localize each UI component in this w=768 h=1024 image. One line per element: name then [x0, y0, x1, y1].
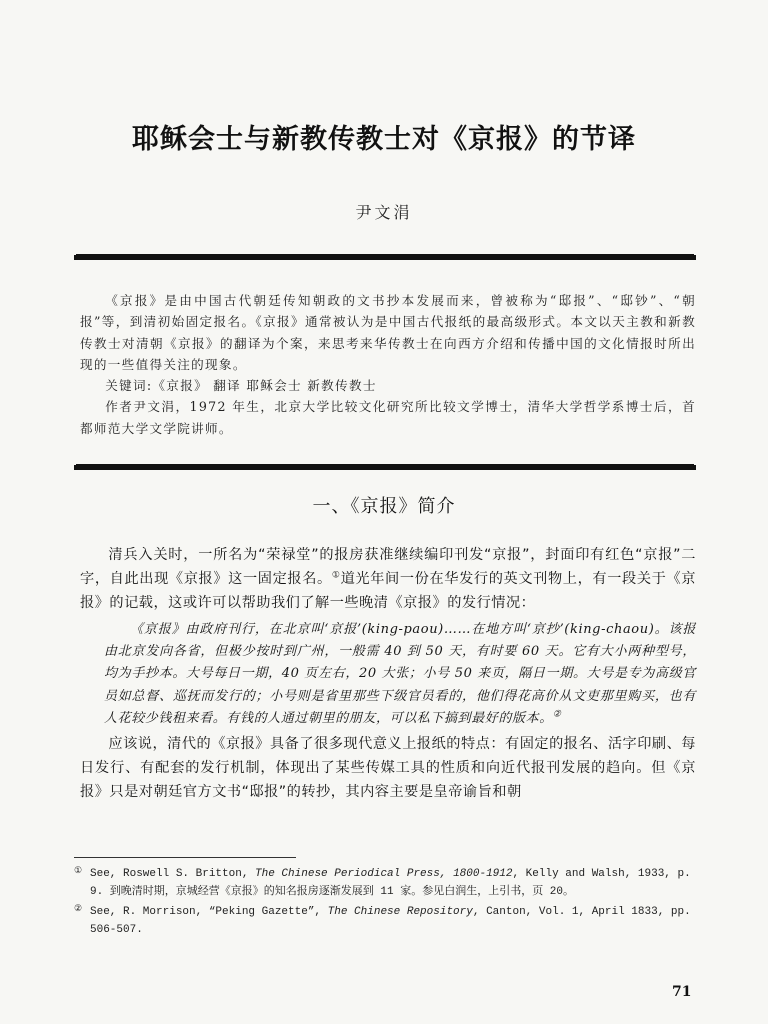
footnote-1 — [74, 866, 700, 901]
body-paragraph — [80, 543, 696, 615]
footnote-mark: ① — [74, 866, 83, 876]
footnote-separator — [74, 857, 296, 858]
body-paragraph: 应该说，清代的《京报》具备了很多现代意义上报纸的特点：有固定的报名、活字印刷、每日发行、有配套的发行机制，体现出了某些传媒工具的性质和向近代报刊发展的趋向。但《京报》只是对朝廷官方文书“邸报”的转抄，其内容主要是皇帝谕旨和朝 — [80, 736, 696, 801]
article-title: 耶稣会士与新教传教士对《京报》的节译 — [132, 124, 636, 155]
footnote-text: , Kelly and Walsh, 1933, p. 9. 到晚清时期，京城经营《京报》的知名报房逐渐发展到 11 家。参见白润生，上引书，页 20。 — [90, 868, 691, 898]
footnote-text: See, Roswell S. Britton, — [90, 868, 256, 880]
abstract-block — [80, 290, 696, 439]
footnote-journal-title: The Chinese Repository — [327, 906, 473, 918]
body-text — [80, 543, 696, 804]
abstract-text: 《京报》是由中国古代朝廷传知朝政的文书抄本发展而来，曾被称为“邸报”、“邸钞”、“朝报”等，到清初始固定报名。《京报》通常被认为是中国古代报纸的最高级形式。本文以天主教和新教传教士对清朝《京报》的翻译为个案，来思考来华传教士在向西方介绍和传播中国的文化情报时所出现的一些值得关注的现象。 — [80, 293, 696, 372]
top-divider — [74, 255, 696, 260]
body-paragraph-part: 道光年间一份在华发行的英文刊物上，有一段关于《京报》的记载，这或许可以帮助我们了解一些晚清《京报》的发行情况： — [80, 571, 696, 611]
quote-text: 《京报》由政府刊行，在北京叫‘京报’(king-paou)……在地方叫‘京抄’(king-chaou)。该报由北京发向各省，但极少按时到广州，一般需 40 到 50 天，有时要 60 天。它有大小两种型号，均为手抄本。大号每日一期，40 页左右，20 大张；小号 50 来页，隔日一期。大号是专为高级官员如总督、巡抚而发行的；小号则是省里那些下级官员看的，他们得花高价从文吏那里购买，也有人花较少钱租来看。有钱的人通过朝里的朋友，可以私下搞到最好的版本。 — [104, 622, 696, 726]
footnote-text: See, R. Morrison, “Peking Gazette”, — [90, 906, 328, 918]
footnote-book-title: The Chinese Periodical Press, 1800-1912 — [255, 868, 513, 880]
author-name: 尹文涓 — [355, 203, 413, 222]
block-quote — [104, 619, 696, 730]
footnotes — [74, 866, 700, 942]
footnote-2 — [74, 904, 700, 939]
page-number: 71 — [672, 984, 692, 1000]
author-bio: 作者尹文涓，1972 年生，北京大学比较文化研究所比较文学博士，清华大学哲学系博士后，首都师范大学文学院讲师。 — [80, 399, 696, 436]
body-paragraph-part: 清兵入关时，一所名为“荣禄堂”的报房获准继续编印刊发“京报”，封面印有红色“京报”二字，自此出现《京报》这一固定报名。 — [80, 547, 696, 587]
footnote-mark: ② — [74, 904, 83, 914]
abstract-divider — [74, 465, 696, 470]
footnote-ref-1[interactable]: ① — [331, 570, 341, 581]
footnote-ref-2[interactable]: ② — [552, 709, 562, 720]
keywords-line: 关键词:《京报》 翻译 耶稣会士 新教传教士 — [105, 378, 377, 394]
section-heading: 一、《京报》简介 — [312, 496, 456, 517]
footnote-text: , Canton, Vol. 1, April 1833, pp. 506-507. — [90, 906, 691, 936]
